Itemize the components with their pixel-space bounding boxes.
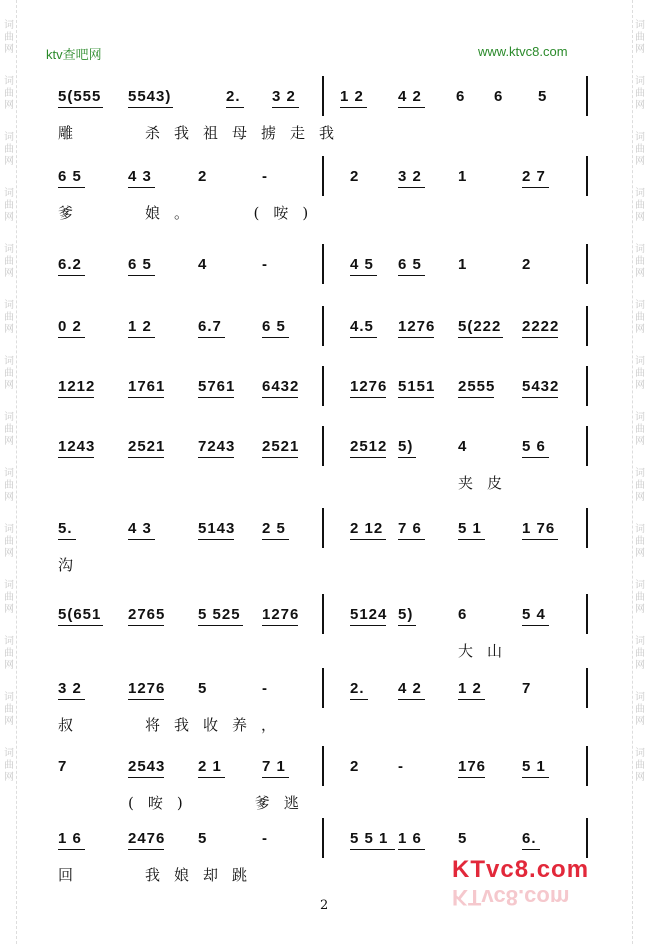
- side-label-char: 词: [4, 636, 14, 647]
- side-label-char: 词: [635, 76, 645, 87]
- side-label-char: 网: [4, 548, 14, 559]
- bar-line: [322, 426, 324, 466]
- note-group: 5432: [522, 378, 560, 395]
- side-label-char: 网: [4, 268, 14, 279]
- side-label-char: 曲: [4, 200, 14, 211]
- bar-line-end: [586, 244, 588, 284]
- note-group: 1761: [128, 378, 166, 395]
- side-label-char: 曲: [4, 704, 14, 715]
- side-label-char: 网: [4, 44, 14, 55]
- note-group: 2: [522, 256, 532, 273]
- side-label-char: 词: [4, 468, 14, 479]
- side-label-char: 网: [4, 716, 14, 727]
- side-label-char: 网: [4, 492, 14, 503]
- beam-underline: [398, 539, 425, 540]
- beam-underline: [350, 457, 386, 458]
- note-group: 2: [350, 168, 360, 185]
- side-label-char: 曲: [4, 760, 14, 771]
- bar-line-end: [586, 668, 588, 708]
- note-group: 1 2: [128, 318, 152, 335]
- beam-underline: [522, 457, 549, 458]
- note-group: 5761: [198, 378, 236, 395]
- note-group: 6: [494, 88, 504, 105]
- side-label-char: 曲: [635, 312, 645, 323]
- side-label-char: 曲: [635, 256, 645, 267]
- bar-line-end: [586, 366, 588, 406]
- side-label-char: 网: [4, 380, 14, 391]
- side-label-char: 网: [635, 492, 645, 503]
- side-label-char: 曲: [4, 312, 14, 323]
- side-label-char: 曲: [635, 144, 645, 155]
- side-label-char: 网: [4, 436, 14, 447]
- note-group: 5124: [350, 606, 388, 623]
- side-label-char: 曲: [635, 88, 645, 99]
- beam-underline: [128, 539, 155, 540]
- note-group: 2.: [226, 88, 241, 105]
- lyric-line: 沟: [58, 556, 88, 574]
- beam-underline: [262, 457, 298, 458]
- beam-underline: [128, 625, 164, 626]
- note-group: 4 2: [398, 88, 422, 105]
- note-group: 1276: [128, 680, 166, 697]
- beam-underline: [350, 849, 395, 850]
- note-group: 1 2: [340, 88, 364, 105]
- bar-line-end: [586, 76, 588, 116]
- side-label-char: 词: [635, 300, 645, 311]
- beam-underline: [398, 187, 425, 188]
- side-label-char: 词: [4, 132, 14, 143]
- note-group: -: [262, 680, 268, 697]
- beam-underline: [58, 625, 103, 626]
- lyric-line: 爹 娘。 (咹): [58, 204, 323, 222]
- note-group: 1276: [398, 318, 436, 335]
- side-label-char: 曲: [4, 256, 14, 267]
- side-label-char: 曲: [635, 704, 645, 715]
- side-label-char: 曲: [635, 32, 645, 43]
- note-group: -: [398, 758, 404, 775]
- beam-underline: [128, 187, 155, 188]
- note-group: 5): [398, 606, 414, 623]
- note-group: 0 2: [58, 318, 82, 335]
- beam-underline: [522, 539, 558, 540]
- beam-underline: [522, 397, 558, 398]
- side-label-char: 曲: [4, 480, 14, 491]
- bar-line: [322, 668, 324, 708]
- note-group: 6432: [262, 378, 300, 395]
- page-number: 2: [320, 898, 329, 913]
- beam-underline: [398, 107, 425, 108]
- beam-underline: [350, 337, 377, 338]
- side-label-char: 曲: [4, 536, 14, 547]
- side-label-char: 曲: [635, 200, 645, 211]
- note-group: 2765: [128, 606, 166, 623]
- note-group: 1 2: [458, 680, 482, 697]
- note-group: 2222: [522, 318, 560, 335]
- note-group: -: [262, 830, 268, 847]
- bar-line-end: [586, 818, 588, 858]
- side-label-char: 网: [635, 212, 645, 223]
- beam-underline: [58, 849, 85, 850]
- beam-underline: [458, 699, 485, 700]
- note-group: 5: [198, 830, 208, 847]
- note-group: 5(651: [58, 606, 102, 623]
- beam-underline: [522, 337, 558, 338]
- side-label-char: 曲: [4, 32, 14, 43]
- beam-underline: [226, 107, 244, 108]
- note-group: 5 5 1: [350, 830, 389, 847]
- note-group: 6.2: [58, 256, 82, 273]
- lyric-line: 回 我娘却跳: [58, 866, 262, 884]
- beam-underline: [398, 397, 434, 398]
- beam-underline: [58, 699, 85, 700]
- note-group: 2.: [350, 680, 365, 697]
- side-label-char: 网: [4, 212, 14, 223]
- side-label-char: 词: [4, 20, 14, 31]
- note-group: 1 76: [522, 520, 556, 537]
- note-group: 1212: [58, 378, 96, 395]
- note-group: 2512: [350, 438, 388, 455]
- beam-underline: [198, 539, 234, 540]
- side-label-char: 网: [4, 660, 14, 671]
- side-label-char: 曲: [4, 88, 14, 99]
- bar-line-end: [586, 508, 588, 548]
- note-group: 5: [538, 88, 548, 105]
- beam-underline: [198, 397, 234, 398]
- note-group: 3 2: [272, 88, 296, 105]
- site-url-right: www.ktvc8.com: [478, 44, 568, 59]
- side-label-char: 网: [635, 716, 645, 727]
- note-group: 2543: [128, 758, 166, 775]
- bar-line: [322, 156, 324, 196]
- beam-underline: [262, 397, 298, 398]
- note-group: 2: [198, 168, 208, 185]
- note-group: 7 1: [262, 758, 286, 775]
- beam-underline: [128, 699, 164, 700]
- note-group: 1243: [58, 438, 96, 455]
- side-label-char: 曲: [635, 480, 645, 491]
- note-group: 4 3: [128, 520, 152, 537]
- side-label-char: 网: [635, 100, 645, 111]
- note-group: 5543): [128, 88, 172, 105]
- note-group: 6: [456, 88, 466, 105]
- beam-underline: [128, 275, 155, 276]
- side-label-char: 词: [4, 356, 14, 367]
- side-label-char: 词: [4, 524, 14, 535]
- note-group: 2 7: [522, 168, 546, 185]
- note-group: 4 3: [128, 168, 152, 185]
- note-group: 7: [522, 680, 532, 697]
- beam-underline: [522, 849, 540, 850]
- side-label-char: 词: [635, 468, 645, 479]
- side-label-char: 曲: [4, 424, 14, 435]
- bar-line: [322, 366, 324, 406]
- side-label-char: 词: [635, 692, 645, 703]
- bar-line-end: [586, 306, 588, 346]
- note-group: 5 1: [458, 520, 482, 537]
- note-group: 3 2: [58, 680, 82, 697]
- note-group: 7243: [198, 438, 236, 455]
- beam-underline: [350, 275, 377, 276]
- bar-line: [322, 508, 324, 548]
- side-label-char: 网: [635, 380, 645, 391]
- side-label-char: 曲: [4, 592, 14, 603]
- side-label-char: 曲: [635, 368, 645, 379]
- side-label-char: 词: [635, 356, 645, 367]
- side-label-char: 词: [635, 524, 645, 535]
- beam-underline: [128, 457, 164, 458]
- bar-line: [322, 306, 324, 346]
- side-label-char: 曲: [4, 648, 14, 659]
- beam-underline: [58, 337, 85, 338]
- beam-underline: [198, 625, 243, 626]
- note-group: 5(555: [58, 88, 102, 105]
- beam-underline: [350, 625, 386, 626]
- side-label-char: 网: [635, 156, 645, 167]
- beam-underline: [198, 457, 234, 458]
- beam-underline: [58, 107, 103, 108]
- side-label-char: 词: [635, 636, 645, 647]
- beam-underline: [262, 539, 289, 540]
- beam-underline: [128, 397, 164, 398]
- beam-underline: [350, 699, 368, 700]
- beam-underline: [128, 337, 155, 338]
- note-group: 2 1: [198, 758, 222, 775]
- side-label-char: 网: [635, 436, 645, 447]
- side-label-char: 词: [4, 580, 14, 591]
- beam-underline: [398, 275, 425, 276]
- watermark-reflection: KTvc8.com: [452, 885, 570, 910]
- beam-underline: [198, 777, 225, 778]
- beam-underline: [198, 337, 225, 338]
- bar-line: [322, 746, 324, 786]
- note-group: 4 2: [398, 680, 422, 697]
- bar-line-end: [586, 746, 588, 786]
- lyric-line: (咹) 爹逃: [128, 794, 313, 812]
- note-group: 5: [458, 830, 468, 847]
- side-label-char: 曲: [635, 536, 645, 547]
- note-group: 6.7: [198, 318, 222, 335]
- note-group: 5 6: [522, 438, 546, 455]
- beam-underline: [128, 777, 164, 778]
- beam-underline: [458, 397, 494, 398]
- beam-underline: [262, 337, 289, 338]
- bar-line-end: [586, 426, 588, 466]
- lyric-line: 大山: [458, 642, 517, 660]
- side-label-char: 词: [635, 244, 645, 255]
- side-label-char: 曲: [4, 368, 14, 379]
- beam-underline: [272, 107, 299, 108]
- side-label-char: 曲: [635, 648, 645, 659]
- side-label-char: 曲: [635, 424, 645, 435]
- bar-line-end: [586, 156, 588, 196]
- note-group: 5 525: [198, 606, 241, 623]
- note-group: 1276: [350, 378, 388, 395]
- site-name-left: ktv查吧网: [46, 47, 102, 62]
- side-label-char: 网: [635, 268, 645, 279]
- side-label-char: 词: [635, 188, 645, 199]
- side-label-char: 曲: [635, 760, 645, 771]
- beam-underline: [350, 397, 386, 398]
- side-label-char: 网: [635, 660, 645, 671]
- side-label-char: 网: [4, 324, 14, 335]
- bar-line: [322, 244, 324, 284]
- note-group: 1 6: [58, 830, 82, 847]
- side-label-char: 词: [4, 188, 14, 199]
- lyric-line: 叔 将我收养，: [58, 716, 291, 734]
- side-label-char: 词: [4, 300, 14, 311]
- side-label-char: 网: [635, 548, 645, 559]
- side-label-char: 词: [635, 20, 645, 31]
- side-label-char: 词: [635, 132, 645, 143]
- side-label-char: 曲: [635, 592, 645, 603]
- note-group: 2521: [128, 438, 166, 455]
- beam-underline: [262, 777, 289, 778]
- beam-underline: [58, 187, 85, 188]
- side-label-char: 词: [4, 76, 14, 87]
- note-group: 5151: [398, 378, 436, 395]
- side-label-char: 词: [4, 748, 14, 759]
- note-group: 6.: [522, 830, 537, 847]
- note-group: 2 12: [350, 520, 384, 537]
- note-group: 4.5: [350, 318, 374, 335]
- side-label-char: 词: [635, 580, 645, 591]
- beam-underline: [458, 337, 503, 338]
- note-group: 2555: [458, 378, 496, 395]
- note-group: 7: [58, 758, 68, 775]
- side-label-char: 网: [635, 44, 645, 55]
- note-group: -: [262, 256, 268, 273]
- beam-underline: [522, 187, 549, 188]
- beam-underline: [398, 849, 425, 850]
- note-group: 2: [350, 758, 360, 775]
- watermark-logo: KTvc8.com: [452, 856, 590, 883]
- note-group: 5.: [58, 520, 73, 537]
- beam-underline: [398, 625, 416, 626]
- beam-underline: [262, 625, 298, 626]
- note-group: 1 6: [398, 830, 422, 847]
- note-group: 7 6: [398, 520, 422, 537]
- note-group: 2521: [262, 438, 300, 455]
- beam-underline: [340, 107, 367, 108]
- note-group: 4: [458, 438, 468, 455]
- lyric-line: 夹皮: [458, 474, 517, 492]
- bar-line-end: [586, 594, 588, 634]
- beam-underline: [128, 849, 164, 850]
- side-label-char: 网: [4, 604, 14, 615]
- beam-underline: [58, 539, 76, 540]
- note-group: 1: [458, 168, 468, 185]
- note-group: 1276: [262, 606, 300, 623]
- note-group: 4 5: [350, 256, 374, 273]
- note-group: 5 1: [522, 758, 546, 775]
- side-label-char: 网: [4, 772, 14, 783]
- lyric-line: 雕 杀我祖母掳走我: [58, 124, 349, 142]
- note-group: 3 2: [398, 168, 422, 185]
- note-group: 5 4: [522, 606, 546, 623]
- side-label-char: 词: [4, 692, 14, 703]
- side-label-char: 词: [635, 412, 645, 423]
- note-group: 5(222: [458, 318, 502, 335]
- note-group: 5143: [198, 520, 236, 537]
- side-label-char: 网: [635, 604, 645, 615]
- beam-underline: [458, 777, 485, 778]
- bar-line: [322, 76, 324, 116]
- beam-underline: [58, 457, 94, 458]
- beam-underline: [522, 625, 549, 626]
- side-label-char: 词: [4, 244, 14, 255]
- note-group: 5: [198, 680, 208, 697]
- bar-line: [322, 818, 324, 858]
- note-group: 6 5: [128, 256, 152, 273]
- note-group: 5): [398, 438, 414, 455]
- beam-underline: [522, 777, 549, 778]
- note-group: 176: [458, 758, 487, 775]
- side-label-char: 网: [4, 156, 14, 167]
- note-group: 6: [458, 606, 468, 623]
- beam-underline: [58, 397, 94, 398]
- note-group: 1: [458, 256, 468, 273]
- note-group: 2476: [128, 830, 166, 847]
- beam-underline: [398, 457, 416, 458]
- side-label-char: 词: [635, 748, 645, 759]
- beam-underline: [458, 539, 485, 540]
- beam-underline: [398, 699, 425, 700]
- side-label-char: 网: [635, 324, 645, 335]
- bar-line: [322, 594, 324, 634]
- note-group: 4: [198, 256, 208, 273]
- note-group: 6 5: [398, 256, 422, 273]
- beam-underline: [58, 275, 85, 276]
- side-label-char: 网: [4, 100, 14, 111]
- beam-underline: [398, 337, 434, 338]
- side-label-char: 曲: [4, 144, 14, 155]
- note-group: 2 5: [262, 520, 286, 537]
- note-group: -: [262, 168, 268, 185]
- side-label-char: 词: [4, 412, 14, 423]
- note-group: 6 5: [58, 168, 82, 185]
- beam-underline: [128, 107, 173, 108]
- beam-underline: [350, 539, 386, 540]
- side-label-char: 网: [635, 772, 645, 783]
- note-group: 6 5: [262, 318, 286, 335]
